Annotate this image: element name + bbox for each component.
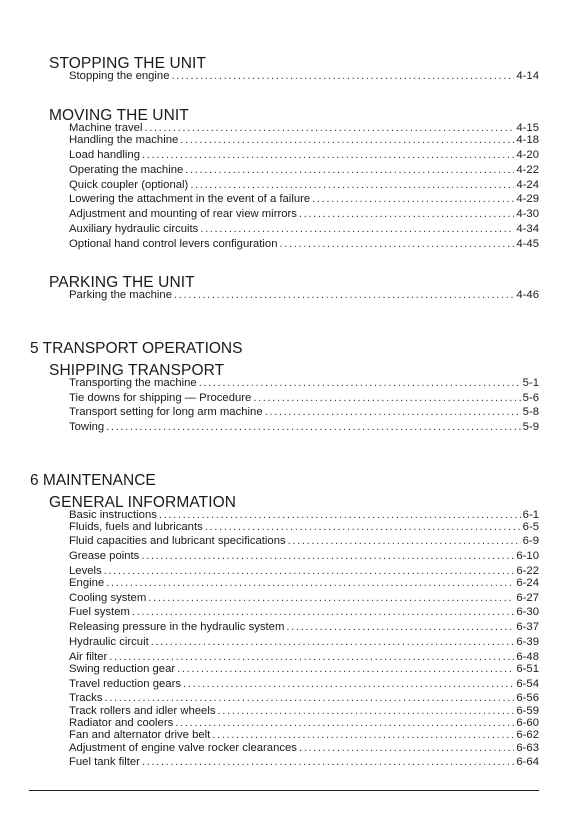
section-heading-shipping: SHIPPING TRANSPORT [49,362,225,379]
entry-page: 5-1 [522,377,539,389]
entry-label: Track rollers and idler wheels [69,705,216,717]
entry-label: Hydraulic circuit [69,636,149,648]
entry-page: 4-29 [516,193,539,205]
entry-label: Swing reduction gear [69,663,176,675]
toc-entry[interactable] [69,678,539,691]
toc-entry[interactable] [69,550,539,563]
dot-leader [106,421,521,434]
entry-label: Tie downs for shipping — Procedure [69,392,252,404]
entry-page: 4-30 [516,208,539,220]
dot-leader [180,134,514,147]
entry-page: 4-18 [516,134,539,146]
dot-leader [299,208,514,221]
footer-rule [29,790,539,791]
entry-page: 6-22 [516,565,539,577]
entry-label: Quick coupler (optional) [69,179,189,191]
entry-page: 5-9 [522,421,539,433]
entry-page: 6-56 [516,692,539,704]
entry-page: 6-60 [516,717,539,729]
toc-entry[interactable] [69,289,539,302]
entry-label: Auxiliary hydraulic circuits [69,223,199,235]
dot-leader [183,678,514,691]
toc-entry[interactable] [69,521,539,534]
entry-label: Parking the machine [69,289,172,301]
dot-leader [104,692,514,705]
toc-entry[interactable] [69,223,539,236]
toc-entry[interactable] [69,535,539,548]
dot-leader [185,164,514,177]
entry-page: 6-10 [516,550,539,562]
dot-leader [200,223,514,236]
entry-page: 6-54 [516,678,539,690]
dot-leader [106,577,514,590]
dot-leader [288,535,521,548]
entry-label: Fuel system [69,606,130,618]
entry-page: 6-64 [516,756,539,768]
dot-leader [151,636,515,649]
toc-entry[interactable] [69,149,539,162]
dot-leader [253,392,520,405]
entry-page: 6-59 [516,705,539,717]
entry-page: 5-8 [522,406,539,418]
section-heading-parking: PARKING THE UNIT [49,274,195,291]
entry-page: 4-20 [516,149,539,161]
entry-label: Basic instructions [69,509,157,521]
toc-entry[interactable] [69,756,539,769]
entry-label: Air filter [69,651,108,663]
entry-label: Engine [69,577,105,589]
entry-page: 6-37 [516,621,539,633]
entry-page: 6-9 [522,535,539,547]
entry-label: Operating the machine [69,164,184,176]
entry-page: 4-46 [516,289,539,301]
entry-label: Transporting the machine [69,377,197,389]
toc-entry[interactable] [69,606,539,619]
entry-page: 6-62 [516,729,539,741]
toc-entry[interactable] [69,208,539,221]
dot-leader [141,550,514,563]
dot-leader [174,289,514,302]
entry-page: 6-27 [516,592,539,604]
dot-leader [280,238,515,251]
entry-page: 6-51 [516,663,539,675]
toc-entry[interactable] [69,577,539,590]
entry-page: 6-30 [516,606,539,618]
entry-label: Adjustment and mounting of rear view mirrors [69,208,297,220]
entry-label: Handling the machine [69,134,179,146]
dot-leader [312,193,514,206]
entry-label: Optional hand control levers configuration [69,238,278,250]
toc-entry[interactable] [69,592,539,605]
toc-entry[interactable] [69,134,539,147]
dot-leader [199,377,521,390]
entry-label: Grease points [69,550,140,562]
entry-page: 6-39 [516,636,539,648]
section-heading-general: GENERAL INFORMATION [49,494,237,511]
entry-label: Stopping the engine [69,70,170,82]
dot-leader [190,179,514,192]
toc-entry[interactable] [69,729,539,742]
toc-entry[interactable] [69,742,539,755]
entry-label: Adjustment of engine valve rocker clearances [69,742,297,754]
dot-leader [148,592,514,605]
entry-page: 6-1 [522,509,539,521]
entry-label: Levels [69,565,102,577]
dot-leader [299,742,514,755]
entry-page: 6-24 [516,577,539,589]
toc-entry[interactable] [69,421,539,434]
dot-leader [265,406,521,419]
entry-page: 4-22 [516,164,539,176]
entry-page: 5-6 [522,392,539,404]
entry-page: 4-15 [516,122,539,134]
section-heading-moving: MOVING THE UNIT [49,107,189,124]
entry-label: Fan and alternator drive belt [69,729,211,741]
entry-label: Cooling system [69,592,147,604]
dot-leader [142,149,514,162]
entry-page: 6-48 [516,651,539,663]
section-heading-stopping: STOPPING THE UNIT [49,55,207,72]
toc-entry[interactable] [69,692,539,705]
dot-leader [177,663,514,676]
entry-label: Fluids, fuels and lubricants [69,521,203,533]
toc-entry[interactable] [69,193,539,206]
entry-label: Fluid capacities and lubricant specifications [69,535,286,547]
entry-label: Releasing pressure in the hydraulic system [69,621,285,633]
entry-page: 4-34 [516,223,539,235]
dot-leader [132,606,514,619]
entry-label: Tracks [69,692,103,704]
toc-entry[interactable] [69,238,539,251]
entry-label: Fuel tank filter [69,756,140,768]
entry-label: Load handling [69,149,140,161]
entry-label: Lowering the attachment in the event of a failure [69,193,311,205]
entry-page: 6-5 [522,521,539,533]
entry-label: Towing [69,421,105,433]
chapter-title-transport: 5 TRANSPORT OPERATIONS [30,340,243,357]
entry-label: Transport setting for long arm machine [69,406,263,418]
dot-leader [286,621,514,634]
entry-label: Travel reduction gears [69,678,181,690]
toc-entry[interactable] [69,164,539,177]
dot-leader [212,729,514,742]
toc-entry[interactable] [69,621,539,634]
chapter-title-maintenance: 6 MAINTENANCE [30,472,156,489]
dot-leader [172,70,515,83]
toc-entry[interactable] [69,636,539,649]
entry-page: 4-14 [516,70,539,82]
toc-entry[interactable] [69,377,539,390]
toc-entry[interactable] [69,179,539,192]
dot-leader [142,756,514,769]
entry-page: 4-45 [516,238,539,250]
dot-leader [205,521,521,534]
toc-entry[interactable] [69,663,539,676]
entry-page: 6-63 [516,742,539,754]
entry-label: Radiator and coolers [69,717,174,729]
toc-entry[interactable] [69,392,539,405]
toc-entry[interactable] [69,70,539,83]
entry-page: 4-24 [516,179,539,191]
entry-label: Machine travel [69,122,143,134]
toc-entry[interactable] [69,406,539,419]
